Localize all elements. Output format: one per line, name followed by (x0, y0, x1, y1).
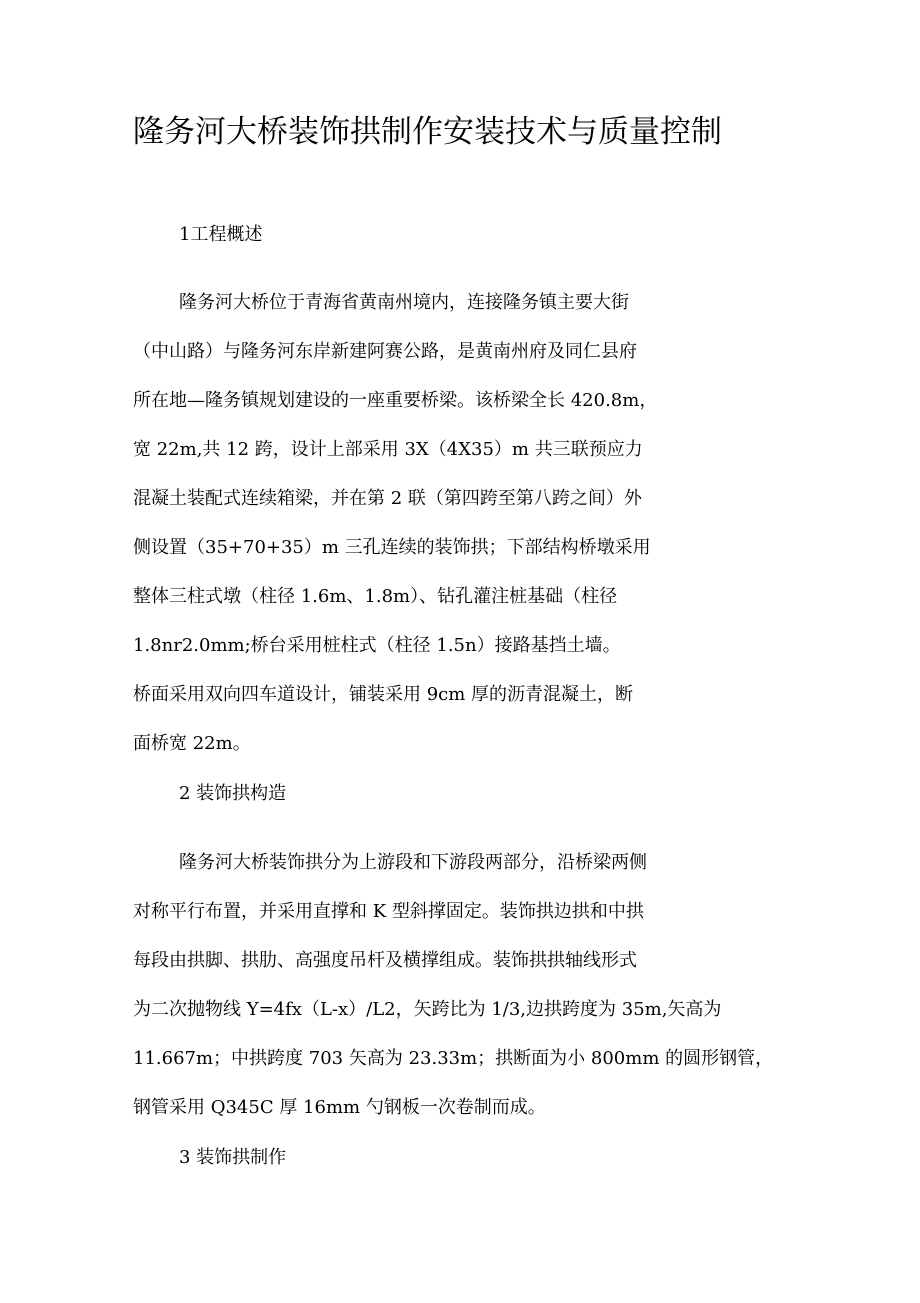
section-2-heading: 2 装饰拱构造 (179, 783, 287, 804)
section-1-line-10: 面桥宽 22m。 (133, 733, 251, 754)
section-1-line-2: （中山路）与隆务河东岸新建阿赛公路，是黄南州府及同仁县府 (133, 341, 637, 362)
section-1-line-4: 宽 22m,共 12 跨，设计上部采用 3X（4X35）m 共三联预应力 (133, 439, 643, 460)
section-1-line-9: 桥面采用双向四车道设计，铺装采用 9cm 厚的沥青混凝土，断 (133, 684, 634, 705)
section-1-line-6: 侧设置（35+70+35）m 三孔连续的装饰拱；下部结构桥墩采用 (133, 537, 651, 558)
section-3-heading: 3 装饰拱制作 (179, 1147, 287, 1168)
section-2-line-4: 为二次抛物线 Y=4fx（L-x）/L2，矢跨比为 1/3,边拱跨度为 35m,矢高为 (133, 999, 722, 1020)
section-2-line-3: 每段由拱脚、拱肋、高强度吊杆及横撑组成。装饰拱拱轴线形式 (133, 950, 637, 971)
section-1-heading: 1工程概述 (179, 224, 263, 245)
section-1-line-1: 隆务河大桥位于青海省黄南州境内，连接隆务镇主要大街 (179, 292, 629, 313)
section-1-line-8: 1.8nr2.0mm;桥台采用桩柱式（柱径 1.5n）接路基挡土墙。 (133, 635, 621, 656)
section-1-line-5: 混凝土装配式连续箱梁，并在第 2 联（第四跨至第八跨之间）外 (133, 488, 642, 509)
section-2-line-6: 钢管采用 Q345C 厚 16mm 勺钢板一次卷制而成。 (133, 1097, 546, 1118)
section-1-line-3: 所在地—隆务镇规划建设的一座重要桥梁。该桥梁全长 420.8m， (133, 390, 658, 411)
section-1-line-7: 整体三柱式墩（柱径 1.6m、1.8m）、钻孔灌注桩基础（柱径 (133, 586, 618, 607)
document-title: 隆务河大桥装饰拱制作安装技术与质量控制 (133, 114, 722, 150)
section-2-line-2: 对称平行布置，并采用直撑和 K 型斜撑固定。装饰拱边拱和中拱 (133, 901, 644, 922)
section-2-line-1: 隆务河大桥装饰拱分为上游段和下游段两部分，沿桥梁两侧 (179, 852, 647, 873)
section-2-line-5: 11.667m；中拱跨度 703 矢高为 23.33m；拱断面为小 800mm 的圆形钢管， (133, 1048, 774, 1069)
